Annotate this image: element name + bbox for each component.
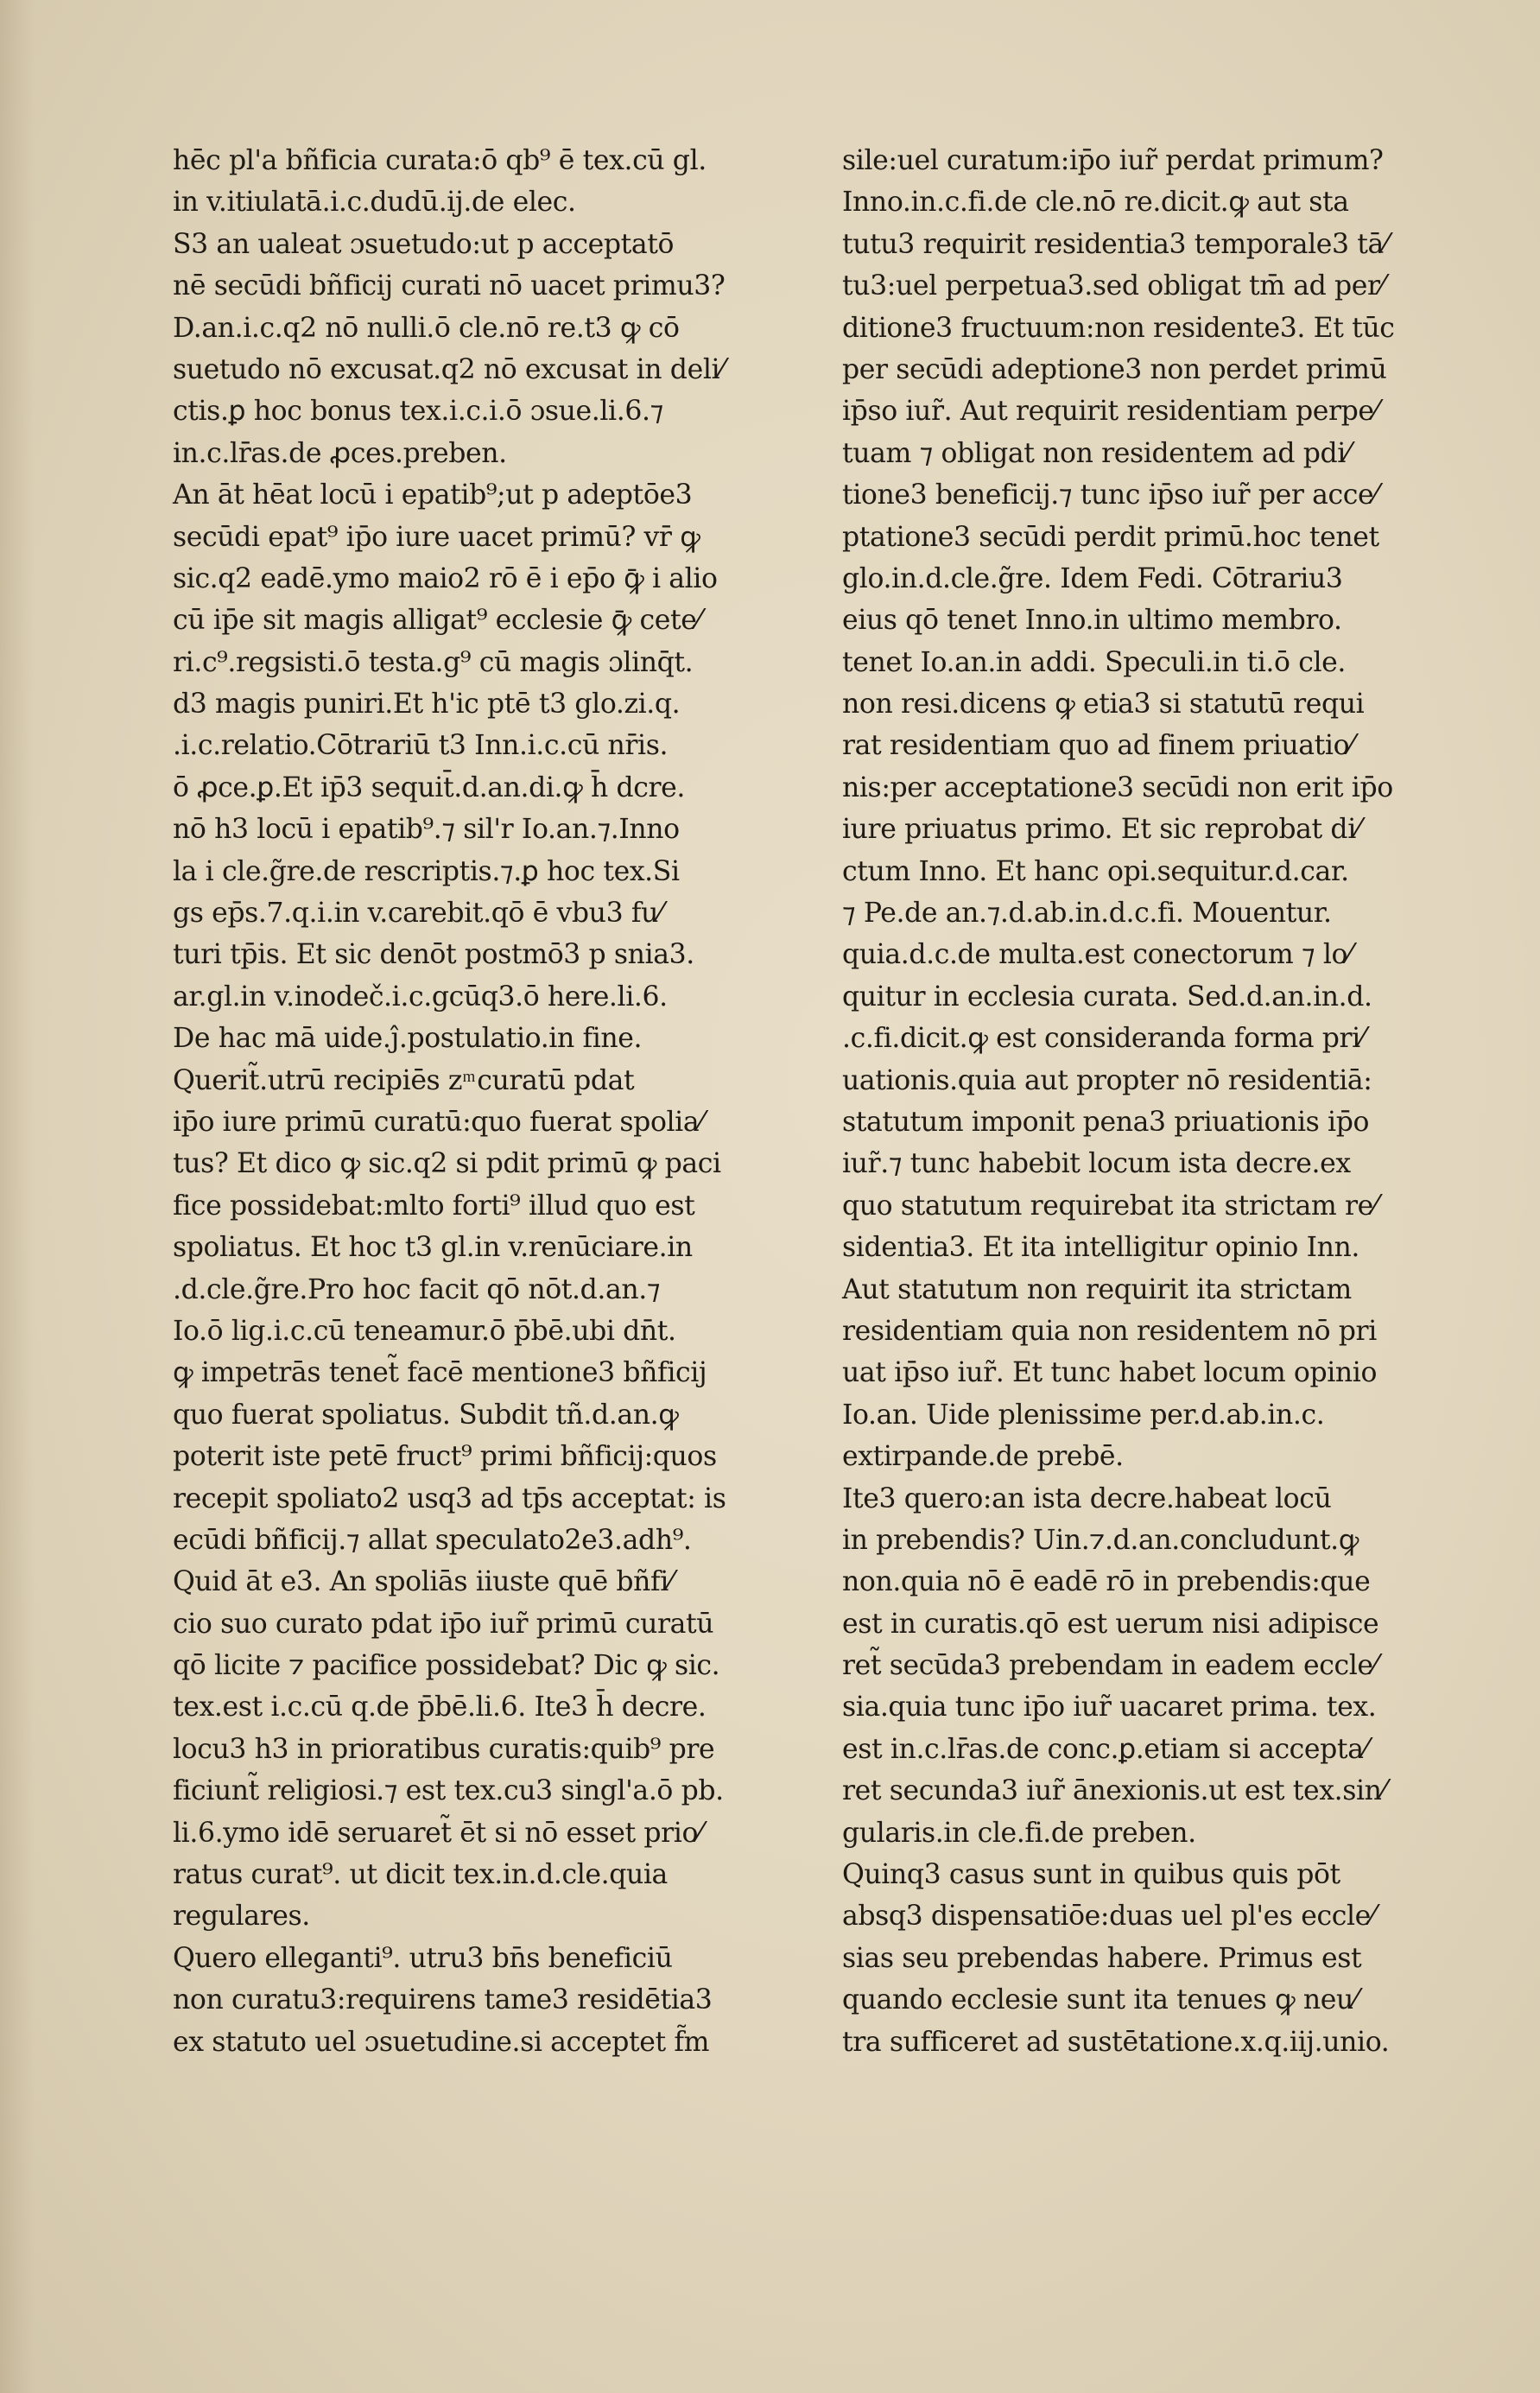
text-line: Querit̃.utrū recipiēs z ͫ curatū pdat xyxy=(173,1064,635,1096)
text-line: ecūdi bñficij.⁊ allat speculato2e3.adh⁹. xyxy=(173,1524,692,1556)
text-line: est in.c.lr̄as.de conc.ꝑ.etiam si accepta⁄ xyxy=(842,1733,1368,1765)
text-line: ratus curat⁹. ut dicit tex.in.d.cle.quia xyxy=(173,1859,668,1891)
text-line: tenet Io.an.in addi. Speculi.in ti.ō cle. xyxy=(842,646,1346,678)
text-line: Ite3 quero:an ista decre.habeat locū xyxy=(842,1482,1332,1514)
text-line: ō ꝓce.ꝑ.Et ip̄3 sequit̄.d.an.di.ꝙ h̄ dcre. xyxy=(173,771,686,803)
text-line: ri.c⁹.regsisti.ō testa.g⁹ cū magis ɔlinq̄t. xyxy=(173,646,694,678)
text-line: tuam ⁊ obligat non residentem ad pdi⁄ xyxy=(842,437,1350,469)
text-line: in v.itiulatā.i.c.dudū.ij.de elec. xyxy=(173,187,576,219)
text-line: Quinq3 casus sunt in quibus quis pōt xyxy=(842,1859,1340,1891)
text-line: ctis.ꝑ hoc bonus tex.i.c.i.ō ɔsue.li.6.⁊ xyxy=(173,396,663,428)
text-line: .c.fi.dicit.ꝙ est consideranda forma pri⁄ xyxy=(842,1023,1365,1055)
text-line: Aut statutum non requirit ita strictam xyxy=(842,1273,1352,1305)
text-line: tra sufficeret ad sustētatione.x.q.iij.unio. xyxy=(842,2026,1390,2058)
text-line: nē secūdi bñficij curati nō uacet primu3? xyxy=(173,270,726,302)
text-line: .i.c.relatio.Cōtrariū t3 Inn.i.c.cū nr̄is. xyxy=(173,730,669,762)
text-line: absq3 dispensatiōe:duas uel pl'es eccle⁄ xyxy=(842,1901,1375,1933)
text-line: eius qō tenet Inno.in ultimo membro. xyxy=(842,605,1342,637)
page-edge-shadow xyxy=(0,0,35,2393)
text-line: Io.ō lig.i.c.cū teneamur.ō p̄bē.ubi dn̄t. xyxy=(173,1315,676,1347)
text-line: S3 an ualeat ɔsuetudo:ut p acceptatō xyxy=(173,228,675,260)
text-line: ꝙ impetrās tenet̃ facē mentione3 bñficij xyxy=(173,1357,707,1389)
text-line: extirpande.de prebē. xyxy=(842,1441,1124,1473)
text-line: ret̃ secūda3 prebendam in eadem eccle⁄ xyxy=(842,1650,1378,1682)
text-line: non.quia nō ē eadē rō in prebendis:que xyxy=(842,1566,1371,1598)
text-line: ret secunda3 iur̃ ānexionis.ut est tex.sin⁄ xyxy=(842,1775,1386,1807)
text-line: est in curatis.qō est uerum nisi adipisce xyxy=(842,1608,1379,1640)
text-line: tex.est i.c.cū q.de p̄bē.li.6. Ite3 h̄ decre. xyxy=(173,1692,707,1723)
text-line: iure priuatus primo. Et sic reprobat di⁄ xyxy=(842,814,1360,846)
text-line: uat ip̄so iur̃. Et tunc habet locum opinio xyxy=(842,1357,1378,1389)
text-line: Io.an. Uide plenissime per.d.ab.in.c. xyxy=(842,1399,1325,1431)
text-line: sidentia3. Et ita intelligitur opinio Inn. xyxy=(842,1232,1360,1264)
text-line: hēc pl'a bñficia curata:ō qb⁹ ē tex.cū gl. xyxy=(173,145,707,176)
text-line: Inno.in.c.fi.de cle.nō re.dicit.ꝙ aut sta xyxy=(842,187,1349,219)
text-line: ip̄o iure primū curatū:quo fuerat spolia⁄ xyxy=(173,1106,704,1138)
text-line: gs ep̄s.7.q.i.in v.carebit.qō ē vbu3 fu⁄ xyxy=(173,898,662,930)
left-text-column xyxy=(173,140,816,2063)
text-line: tu3:uel perpetua3.sed obligat tm̄ ad per⁄ xyxy=(842,270,1385,302)
text-line: suetudo nō excusat.q2 nō excusat in deli⁄ xyxy=(173,353,725,385)
text-line: D.an.i.c.q2 nō nulli.ō cle.nō re.t3 ꝙ cō xyxy=(173,312,680,344)
text-line: secūdi epat⁹ ip̄o iure uacet primū? vr̄ ꝙ xyxy=(173,521,700,553)
text-line: tione3 beneficij.⁊ tunc ip̄so iur̃ per acce⁄ xyxy=(842,479,1378,511)
text-line: recepit spoliato2 usq3 ad tp̄s acceptat: is xyxy=(173,1482,726,1514)
text-line: nis:per acceptatione3 secūdi non erit ip̄o xyxy=(842,771,1393,803)
text-line: in.c.lr̄as.de ꝓces.preben. xyxy=(173,437,507,469)
text-line: locu3 h3 in prioratibus curatis:quib⁹ pre xyxy=(173,1733,715,1765)
text-line: rat residentiam quo ad finem priuatio⁄ xyxy=(842,730,1353,762)
text-line: nō h3 locū i epatib⁹.⁊ sil'r Io.an.⁊.Inno xyxy=(173,814,680,846)
text-line: sia.quia tunc ip̄o iur̃ uacaret prima. tex. xyxy=(842,1692,1377,1723)
text-line: .d.cle.g̃re.Pro hoc facit qō nōt.d.an.⁊ xyxy=(173,1273,661,1305)
text-line: ctum Inno. Et hanc opi.sequitur.d.car. xyxy=(842,855,1349,887)
text-line: cū ip̄e sit magis alligat⁹ ecclesie ꝙ̄ cete⁄ xyxy=(173,605,701,637)
text-line: De hac mā uide.ĵ.postulatio.in fine. xyxy=(173,1023,643,1055)
text-line: quia.d.c.de multa.est conectorum ⁊ lo⁄ xyxy=(842,939,1352,971)
text-line: quitur in ecclesia curata. Sed.d.an.in.d. xyxy=(842,981,1372,1012)
text-line: tus? Et dico ꝙ sic.q2 si pdit primū ꝙ paci xyxy=(173,1148,721,1180)
text-line: quando ecclesie sunt ita tenues ꝙ neu⁄ xyxy=(842,1984,1358,2016)
text-line: gularis.in cle.fi.de preben. xyxy=(842,1817,1196,1849)
text-line: residentiam quia non residentem nō pri xyxy=(842,1315,1377,1347)
text-line: ex statuto uel ɔsuetudine.si acceptet f̃m xyxy=(173,2026,710,2058)
text-line: tutu3 requirit residentia3 temporale3 tā⁄ xyxy=(842,228,1388,260)
text-line: d3 magis puniri.Et h'ic ptē t3 glo.zi.q. xyxy=(173,689,681,720)
text-line: cio suo curato pdat ip̄o iur̃ primū curatū xyxy=(173,1608,714,1640)
text-line: non curatu3:requirens tame3 residētia3 xyxy=(173,1984,713,2016)
text-line: An āt hēat locū i epatib⁹;ut p adeptōe3 xyxy=(173,479,693,511)
text-line: sile:uel curatum:ip̄o iur̃ perdat primum? xyxy=(842,145,1384,176)
text-line: regulares. xyxy=(173,1901,310,1933)
text-line: glo.in.d.cle.g̃re. Idem Fedi. Cōtrariu3 xyxy=(842,562,1343,594)
text-line: quo fuerat spoliatus. Subdit tñ.d.an.ꝙ xyxy=(173,1399,679,1431)
text-line: statutum imponit pena3 priuationis ip̄o xyxy=(842,1106,1370,1138)
text-line: Quero elleganti⁹. utru3 bn̄s beneficiū xyxy=(173,1942,673,1974)
text-line: ptatione3 secūdi perdit primū.hoc tenet xyxy=(842,521,1379,553)
text-line: ⁊ Pe.de an.⁊.d.ab.in.d.c.fi. Mouentur. xyxy=(842,898,1332,930)
text-line: sic.q2 eadē.ymo maio2 rō ē i ep̄o ꝙ̄ i alio xyxy=(173,562,718,594)
text-line: quo statutum requirebat ita strictam re⁄ xyxy=(842,1190,1378,1222)
text-line: poterit iste petē fruct⁹ primi bñficij:quos xyxy=(173,1441,717,1473)
text-line: Quid āt e3. An spoliās iiuste quē bñfi⁄ xyxy=(173,1566,673,1598)
text-line: per secūdi adeptione3 non perdet primū xyxy=(842,353,1387,385)
text-line: uationis.quia aut propter nō residentiā: xyxy=(842,1064,1372,1096)
text-line: iur̃.⁊ tunc habebit locum ista decre.ex xyxy=(842,1148,1351,1180)
text-line: ar.gl.in v.inodeč.i.c.gcūq3.ō here.li.6. xyxy=(173,981,668,1012)
text-line: qō licite ⁊ pacifice possidebat? Dic ꝙ sic. xyxy=(173,1650,720,1682)
text-line: fice possidebat:mlto forti⁹ illud quo est xyxy=(173,1190,695,1222)
text-line: turi tp̄is. Et sic denōt postmō3 p snia3. xyxy=(173,939,694,971)
text-line: la i cle.g̃re.de rescriptis.⁊.ꝑ hoc tex.Si xyxy=(173,855,680,887)
text-line: li.6.ymo idē seruaret̃ ēt si nō esset prio⁄ xyxy=(173,1817,702,1849)
text-line: non resi.dicens ꝙ etia3 si statutū requi xyxy=(842,689,1365,720)
text-line: ditione3 fructuum:non residente3. Et tūc xyxy=(842,312,1395,344)
text-line: spoliatus. Et hoc t3 gl.in v.renūciare.in xyxy=(173,1232,693,1264)
right-text-column xyxy=(842,140,1486,2063)
text-line: sias seu prebendas habere. Primus est xyxy=(842,1942,1362,1974)
text-line: in prebendis? Uin.⁊.d.an.concludunt.ꝙ xyxy=(842,1524,1359,1556)
text-line: ip̄so iur̃. Aut requirit residentiam perpe⁄ xyxy=(842,396,1378,428)
text-line: ficiunt̃ religiosi.⁊ est tex.cu3 singl'a.ō pb. xyxy=(173,1775,724,1807)
